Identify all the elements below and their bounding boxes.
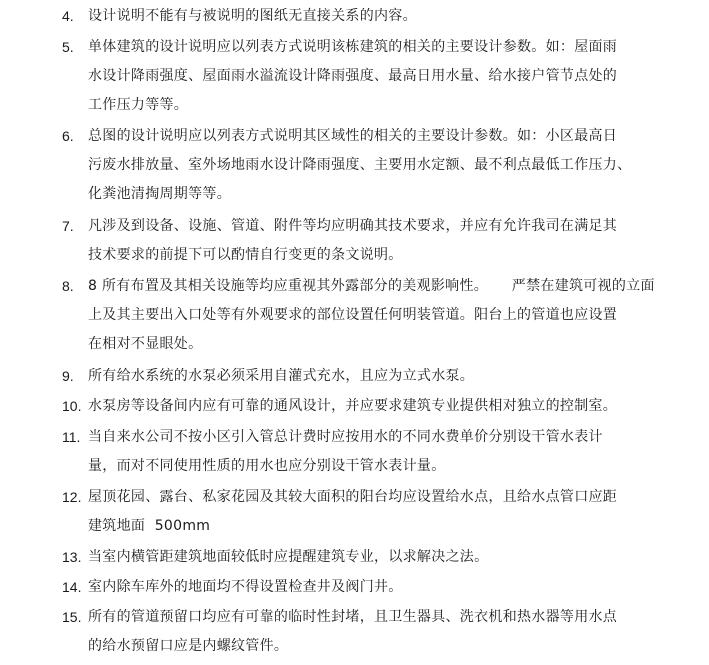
item-text-line: 当室内横管距建筑地面较低时应提醒建筑专业，以求解决之法。 xyxy=(88,549,489,565)
item-text-line: 的给水预留口应是内螺纹管件。 xyxy=(88,638,289,654)
item-number: 7. xyxy=(62,218,74,234)
item-number: 11. xyxy=(62,429,81,445)
item-text-line: 设计说明不能有与被说明的图纸无直接关系的内容。 xyxy=(88,8,417,24)
item-text-line: 所有给水系统的水泵必须采用自灌式充水，且应为立式水泵。 xyxy=(88,368,475,384)
item-text-line: 建筑地面 500mm xyxy=(88,518,211,534)
item-number: 13. xyxy=(62,549,82,565)
item-text-line: 单体建筑的设计说明应以列表方式说明该栋建筑的相关的主要设计参数。如：屋面雨 xyxy=(88,39,618,55)
item-number: 5. xyxy=(62,39,74,55)
item-text-line: 化粪池清掏周期等等。 xyxy=(88,186,231,202)
item-text-line: 量，而对不同使用性质的用水也应分别设干管水表计量。 xyxy=(88,458,446,474)
item-number: 10. xyxy=(62,398,82,414)
item-number: 6. xyxy=(62,128,74,144)
item-text-line: 室内除车库外的地面均不得设置检查井及阀门井。 xyxy=(88,579,403,595)
item-text-line: 8 所有布置及其相关设施等均应重视其外露部分的美观影响性。 严禁在建筑可视的立面 xyxy=(88,278,655,294)
item-text-line: 工作压力等等。 xyxy=(88,97,189,113)
item-text-line: 污废水排放量、室外场地雨水设计降雨强度、主要用水定额、最不利点最低工作压力、 xyxy=(88,157,632,173)
item-text-line: 所有的管道预留口均应有可靠的临时性封堵，且卫生器具、洗衣机和热水器等用水点 xyxy=(88,609,618,625)
item-number: 14. xyxy=(62,579,82,595)
item-text-line: 技术要求的前提下可以酌情自行变更的条文说明。 xyxy=(88,247,403,263)
item-text-line: 总图的设计说明应以列表方式说明其区域性的相关的主要设计参数。如：小区最高日 xyxy=(88,128,618,144)
item-number: 4. xyxy=(62,8,74,24)
item-text-line: 上及其主要出入口处等有外观要求的部位设置任何明装管道。阳台上的管道也应设置 xyxy=(88,307,618,323)
item-text-line: 当自来水公司不按小区引入管总计费时应按用水的不同水费单价分别设干管水表计 xyxy=(88,429,603,445)
item-text-line: 水泵房等设备间内应有可靠的通风设计，并应要求建筑专业提供相对独立的控制室。 xyxy=(88,398,618,414)
item-text-line: 在相对不显眼处。 xyxy=(88,336,203,352)
item-text-line: 凡涉及到设备、设施、管道、附件等均应明确其技术要求，并应有允许我司在满足其 xyxy=(88,218,618,234)
item-number: 15. xyxy=(62,609,82,625)
item-number: 12. xyxy=(62,489,82,505)
item-text-line: 屋顶花园、露台、私家花园及其较大面积的阳台均应设置给水点，且给水点管口应距 xyxy=(88,489,618,505)
item-number: 8. xyxy=(62,278,74,294)
item-text-line: 水设计降雨强度、屋面雨水溢流设计降雨强度、最高日用水量、给水接户管节点处的 xyxy=(88,68,618,84)
item-number: 9. xyxy=(62,368,74,384)
